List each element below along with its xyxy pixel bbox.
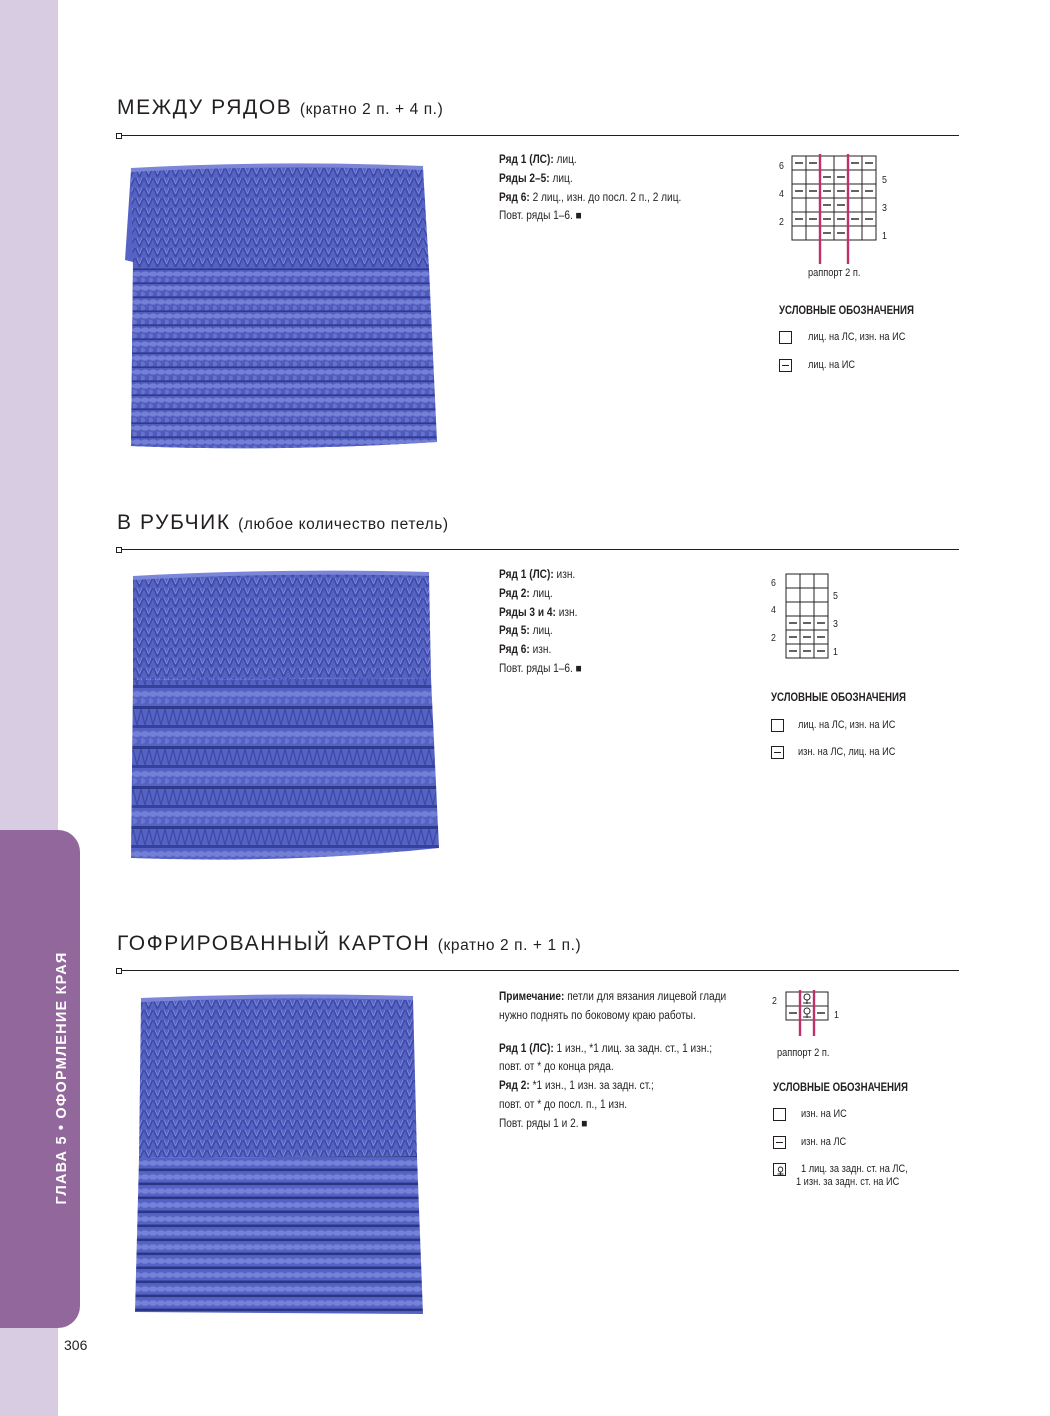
chart-2-row-left-4: 4 — [771, 604, 776, 616]
legend-item-1-blank: лиц. на ЛС, изн. на ИС — [779, 331, 924, 344]
instructions-1 — [499, 151, 681, 226]
chart-2-row-right-1: 1 — [833, 646, 838, 658]
instruction-row: Ряд 5: лиц. — [499, 625, 553, 638]
chart-1-row-right-5: 5 — [882, 174, 887, 186]
twisted-stitch-icon — [773, 1163, 786, 1176]
section-title-3-main: ГОФРИРОВАННЫЙ КАРТОН — [117, 932, 431, 955]
section-rule-3 — [117, 970, 959, 971]
instructions-2 — [499, 566, 582, 679]
chart-2-row-right-5: 5 — [833, 590, 838, 602]
section-title-2-main: В РУБЧИК — [117, 511, 231, 534]
swatch-photo-2 — [117, 568, 457, 883]
twist-legend-text: 1 лиц. за задн. ст. на ЛС, 1 изн. за задн. ст. на ИС — [795, 1163, 908, 1188]
instruction-row: Ряд 6: 2 лиц., изн. до посл. 2 п., 2 лиц. — [499, 191, 682, 204]
instructions-3 — [499, 988, 726, 1134]
swatch-photo-3 — [117, 990, 457, 1320]
legend-item-3-blank: изн. на ИС — [773, 1108, 855, 1121]
instruction-row: Повт. ряды 1–6. ■ — [499, 662, 582, 675]
section-title-1-sub: (кратно 2 п. + 4 п.) — [299, 101, 444, 118]
legend-item-2-dash: изн. на ЛС, лиц. на ИС — [771, 746, 914, 759]
section-title-1 — [117, 96, 443, 120]
chart-1-row-right-1: 1 — [882, 230, 887, 242]
chart-2-row-right-3: 3 — [833, 618, 838, 630]
dash-square-icon — [773, 1136, 786, 1149]
legend-title-2: УСЛОВНЫЕ ОБОЗНАЧЕНИЯ — [771, 692, 906, 704]
section-title-3-sub: (кратно 2 п. + 1 п.) — [437, 937, 582, 954]
chart-1-repeat-label: раппорт 2 п. — [808, 267, 861, 279]
legend-item-2-blank: лиц. на ЛС, изн. на ИС — [771, 719, 914, 732]
instruction-row: Ряд 1 (ЛС): лиц. — [499, 154, 577, 166]
note-row: Примечание: петли для вязания лицевой глади — [499, 991, 727, 1003]
legend-item-1-dash: лиц. на ИС — [779, 359, 864, 372]
instruction-row: Ряд 6: изн. — [499, 644, 552, 657]
chart-1-row-left-4: 4 — [779, 188, 784, 200]
instruction-row: повт. от * до посл. п., 1 изн. — [499, 1098, 628, 1111]
instruction-row: Ряд 2: *1 изн., 1 изн. за задн. ст.; — [499, 1080, 654, 1093]
chart-1-row-left-6: 6 — [779, 160, 784, 172]
note-row: нужно поднять по боковому краю работы. — [499, 1009, 696, 1022]
section-title-3 — [117, 932, 581, 956]
chart-3-row-right-1: 1 — [834, 1009, 839, 1021]
chart-3-row-left-2: 2 — [772, 995, 777, 1007]
instruction-row: Ряд 1 (ЛС): 1 изн., *1 лиц. за задн. ст., 1 изн.; — [499, 1042, 713, 1055]
chart-2-row-left-2: 2 — [771, 632, 776, 644]
blank-square-icon — [779, 331, 792, 344]
chart-2-row-left-6: 6 — [771, 577, 776, 589]
chart-1-row-right-3: 3 — [882, 202, 887, 214]
legend-title-1: УСЛОВНЫЕ ОБОЗНАЧЕНИЯ — [779, 305, 914, 317]
section-title-2-sub: (любое количество петель) — [238, 516, 449, 533]
section-title-2 — [117, 511, 449, 535]
swatch-photo-1 — [117, 158, 457, 458]
dash-square-icon — [779, 359, 792, 372]
legend-item-3-dash: изн. на ЛС — [773, 1136, 855, 1149]
stitch-chart-2 — [770, 568, 870, 668]
chart-1-row-left-2: 2 — [779, 216, 784, 228]
chapter-label: ГЛАВА 5 • ОФОРМЛЕНИЕ КРАЯ — [54, 951, 70, 1205]
page-number: 306 — [64, 1337, 88, 1353]
chart-3-repeat-label: раппорт 2 п. — [777, 1047, 830, 1059]
instruction-row: Повт. ряды 1–6. ■ — [499, 210, 582, 223]
instruction-row: Ряды 2–5: лиц. — [499, 172, 573, 185]
instruction-row: Ряд 2: лиц. — [499, 587, 553, 600]
section-rule-1 — [117, 135, 959, 136]
legend-title-3: УСЛОВНЫЕ ОБОЗНАЧЕНИЯ — [773, 1082, 908, 1094]
dash-square-icon — [771, 746, 784, 759]
section-title-1-main: МЕЖДУ РЯДОВ — [117, 96, 293, 119]
instruction-row: Повт. ряды 1 и 2. ■ — [499, 1117, 588, 1130]
blank-square-icon — [773, 1108, 786, 1121]
blank-square-icon — [771, 719, 784, 732]
instruction-row: повт. от * до конца ряда. — [499, 1061, 614, 1074]
instruction-row: Ряды 3 и 4: изн. — [499, 606, 578, 619]
section-rule-2 — [117, 549, 959, 550]
instruction-row: Ряд 1 (ЛС): изн. — [499, 569, 576, 581]
legend-item-3-twist — [773, 1163, 928, 1189]
stitch-chart-1 — [770, 150, 900, 280]
